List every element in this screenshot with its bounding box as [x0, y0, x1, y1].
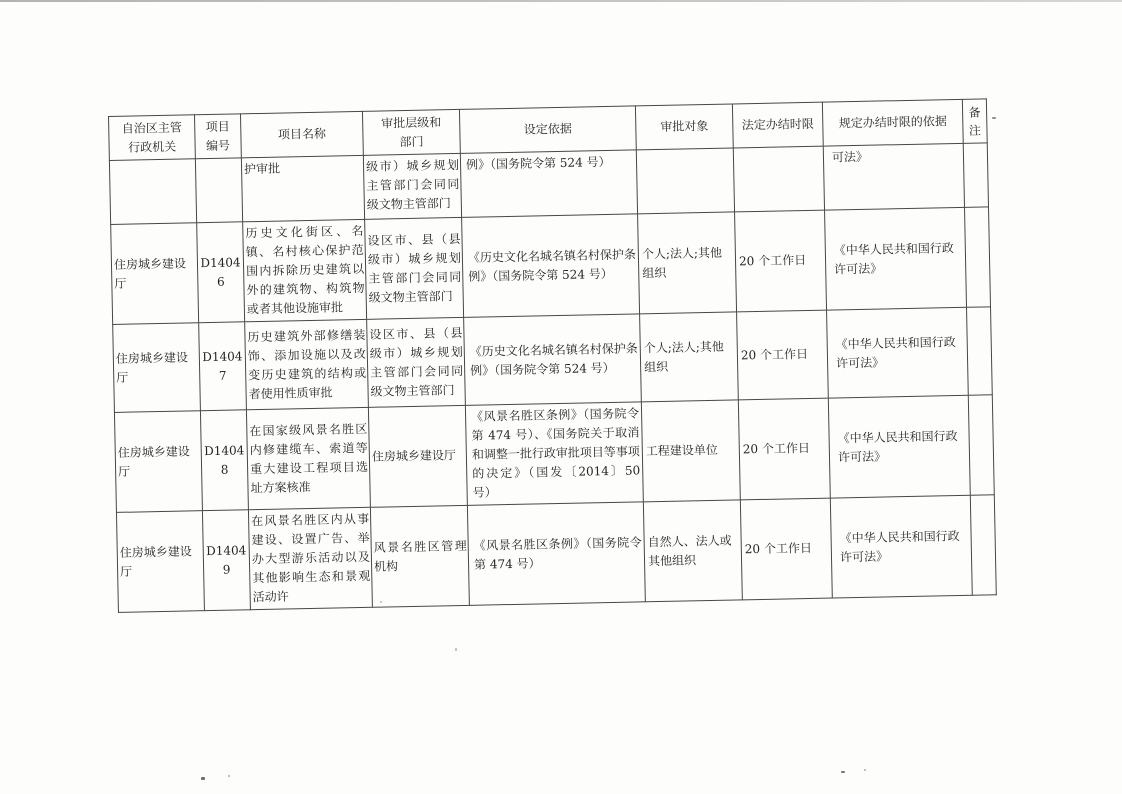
cell-target [636, 148, 734, 214]
scan-speck [992, 117, 996, 119]
cell-name: 在风景名胜区内从事建设、设置广告、举办大型游乐活动以及其他影响生态和景观活动许 [248, 507, 372, 609]
col-header-target [635, 104, 733, 150]
scan-speck [841, 771, 845, 773]
cell-agency [109, 159, 196, 225]
col-header-code-label: 项目编号 [205, 119, 231, 153]
cell-time-limit: 20 个工作日 [740, 498, 832, 600]
table-row-D14049 [116, 495, 996, 613]
scan-speck [228, 775, 230, 777]
cell-time-limit: 20 个工作日 [738, 398, 830, 500]
cell-time-basis: 《中华人民共和国行政许可法》 [828, 395, 970, 498]
cell-time-basis: 《中华人民共和国行政许可法》 [830, 495, 972, 598]
cell-code: D14048 [200, 410, 248, 511]
cell-code: D14047 [199, 322, 247, 411]
col-header-time-basis [822, 99, 963, 146]
col-header-time-limit-label: 法定办结时限 [741, 116, 814, 133]
cell-code: D14046 [197, 222, 245, 323]
col-header-name [240, 111, 363, 157]
cell-note [965, 207, 991, 307]
scan-speck [201, 777, 205, 780]
table-skew-wrapper [108, 98, 997, 613]
scan-speck [864, 769, 866, 771]
cell-name: 护审批 [241, 155, 364, 221]
col-header-time-limit [732, 102, 823, 148]
cell-agency: 住房城乡建设厅 [114, 411, 202, 513]
col-header-agency [109, 115, 196, 161]
cell-time-basis: 《中华人民共和国行政许可法》 [825, 207, 967, 310]
cell-note [967, 307, 993, 395]
col-header-name-label: 项目名称 [277, 126, 327, 142]
scan-artifact-top-edge [0, 0, 1122, 2]
cell-note [970, 495, 996, 595]
col-header-note [962, 99, 987, 143]
cell-agency: 住房城乡建设厅 [113, 323, 201, 413]
cell-dept: 住房城乡建设厅 [368, 405, 467, 507]
scan-speck [455, 648, 457, 651]
col-header-time-basis-label: 规定办结时限的依据 [838, 114, 947, 131]
cell-code: D14049 [202, 510, 250, 611]
cell-time-limit: 20 个工作日 [735, 210, 827, 312]
table-row-D14048 [114, 395, 994, 513]
cell-note [968, 395, 994, 495]
cell-basis: 《历史文化名城名镇名村保护条例》（国务院令第 524 号） [464, 314, 642, 406]
cell-dept: 设区市、县（县级市）城乡规划主管部门会同同级文物主管部门 [365, 217, 464, 319]
cell-target: 个人;法人;其他组织 [640, 312, 739, 402]
col-header-target-label: 审批对象 [660, 118, 709, 134]
table-row-D14046 [111, 207, 991, 325]
cell-name: 在国家级风景名胜区内修建缆车、索道等重大建设工程项目选址方案核准 [246, 407, 370, 509]
cell-basis: 《风景名胜区条例》（国务院令第 474 号） [467, 502, 645, 606]
cell-target: 工程建设单位 [641, 400, 740, 502]
cell-time-limit: 20 个工作日 [737, 310, 829, 400]
col-header-agency-label: 自治区主管行政机关 [121, 120, 182, 155]
cell-name: 历史建筑外部修缮装饰、添加设施以及改变历史建筑的结构或者使用性质审批 [245, 319, 369, 409]
cell-time-basis: 《中华人民共和国行政许可法》 [827, 307, 969, 398]
cell-note [963, 143, 988, 207]
col-header-note-label: 备注 [968, 104, 982, 138]
col-header-dept [362, 109, 460, 155]
cell-basis: 例》（国务院令第 524 号） [460, 150, 637, 218]
cell-basis: 《历史文化名城名镇名村保护条例》（国务院令第 524 号） [462, 214, 640, 318]
cell-dept: 级市）城乡规划主管部门会同同级文物主管部门 [363, 153, 461, 219]
approval-items-table [108, 98, 997, 613]
col-header-basis-label: 设定依据 [523, 121, 572, 137]
col-header-code [194, 114, 241, 159]
cell-name: 历史文化街区、名镇、名村核心保护范围内拆除历史建筑以外的建筑物、构筑物或者其他设施审批 [243, 219, 367, 321]
cell-target: 个人;法人;其他组织 [638, 212, 737, 314]
cell-time-limit [733, 146, 824, 212]
cell-agency: 住房城乡建设厅 [116, 511, 204, 613]
cell-basis: 《风景名胜区条例》（国务院令第 474 号）、《国务院关于取消和调整一批行政审批项目等事项的决定》（国发〔2014〕50 号） [465, 402, 643, 506]
cell-code [195, 158, 242, 223]
cell-time-basis: 可法》 [823, 143, 964, 210]
cell-target: 自然人、法人或其他组织 [643, 500, 742, 602]
col-header-dept-label: 审批层级和部门 [381, 114, 442, 149]
cell-agency: 住房城乡建设厅 [111, 223, 199, 325]
cell-dept: 设区市、县（县级市）城乡规划主管部门会同同级文物主管部门 [367, 317, 466, 407]
scan-speck [380, 601, 382, 603]
cell-dept: 风景名胜区管理机构 [370, 505, 469, 607]
col-header-basis [459, 106, 636, 154]
